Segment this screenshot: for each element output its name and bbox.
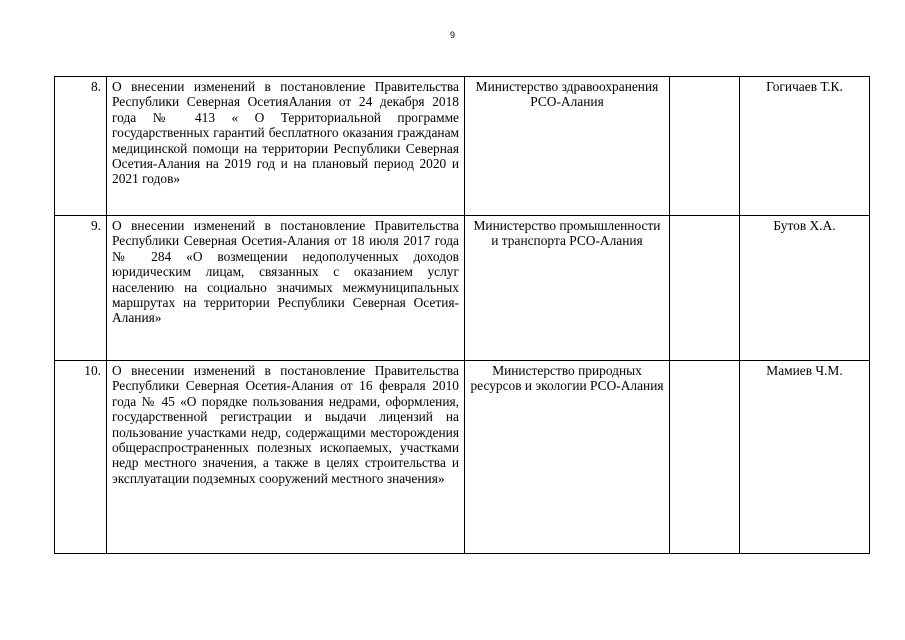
row-number: 9. xyxy=(55,216,107,361)
act-title: О внесении изменений в постановление Правительства Республики Северная Осетия-Алания от 16 февраля 2010 года № 45 «О порядке пользования недрами, оформления, государственной регистрации и выдачи лицензий на пользование участками недр, содержащими месторождения общераспространенных полезных ископаемых, участками недр местного значения, а также в целях строительства и эксплуатации подземных сооружений местного значения» xyxy=(107,361,465,554)
responsible-cell: Мамиев Ч.М. xyxy=(740,361,870,554)
row-number: 10. xyxy=(55,361,107,554)
page-number: 9 xyxy=(449,30,455,40)
table-row xyxy=(55,216,870,361)
ministry-cell: Министерство промышленности и транспорта РСО-Алания xyxy=(465,216,670,361)
responsible-cell: Гогичаев Т.К. xyxy=(740,77,870,216)
act-title: О внесении изменений в постановление Правительства Республики Северная ОсетияАлания от 24 декабря 2018 года № 413 « О Территориальной программе государственных гарантий бесплатного оказания гражданам медицинской помощи на территории Республики Северная Осетия-Алания на 2019 год и на плановый период 2020 и 2021 годов» xyxy=(107,77,465,216)
act-title: О внесении изменений в постановление Правительства Республики Северная Осетия-Алания от 18 июля 2017 года № 284 «О возмещении недополученных доходов юридическим лицам, связанных с оказанием услуг населению на социально значимых межмуниципальных маршрутах на территории Республики Северная Осетия-Алания» xyxy=(107,216,465,361)
responsible-cell: Бутов Х.А. xyxy=(740,216,870,361)
term-cell xyxy=(670,361,740,554)
ministry-cell: Министерство природных ресурсов и экологии РСО-Алания xyxy=(465,361,670,554)
row-number: 8. xyxy=(55,77,107,216)
term-cell xyxy=(670,77,740,216)
plan-table xyxy=(54,76,870,554)
table-row xyxy=(55,77,870,216)
ministry-cell: Министерство здравоохранения РСО-Алания xyxy=(465,77,670,216)
term-cell xyxy=(670,216,740,361)
table-row xyxy=(55,361,870,554)
